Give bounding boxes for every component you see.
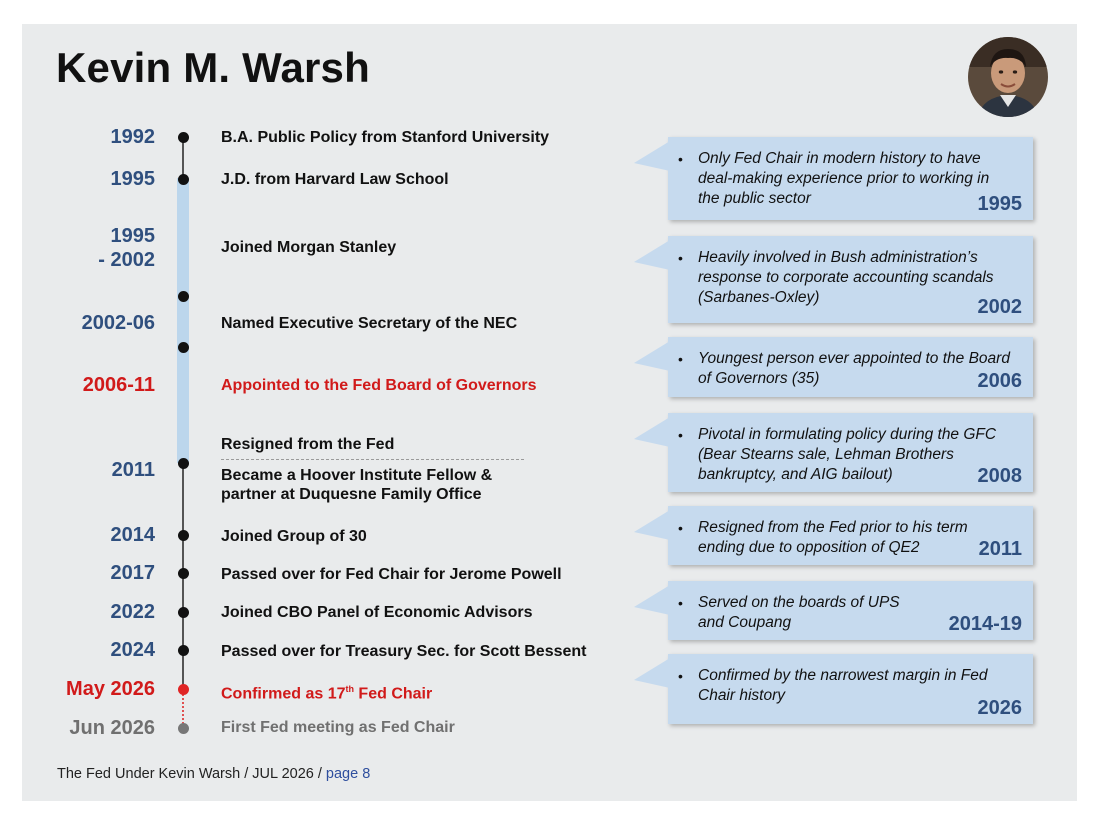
bullet-icon: • (678, 595, 683, 611)
timeline-dot (178, 342, 189, 353)
callout-year: 2014-19 (948, 613, 1022, 635)
callout-text: Youngest person ever appointed to the Board of Governors (35) (698, 350, 1010, 387)
fed-tenure-bar (177, 178, 189, 463)
timeline-year: 1992 (110, 126, 155, 148)
timeline-event: Passed over for Treasury Sec. for Scott Bessent (221, 643, 587, 660)
bullet-icon: • (678, 250, 683, 266)
timeline-dot (178, 607, 189, 618)
callout-box (668, 337, 1033, 397)
timeline-event: First Fed meeting as Fed Chair (221, 719, 455, 736)
timeline-year: May 2026 (66, 678, 155, 700)
timeline-event: Joined Morgan Stanley (221, 239, 397, 256)
callout-text: Resigned from the Fed prior to his term ending due to opposition of QE2 (698, 519, 968, 556)
timeline-dot (178, 174, 189, 185)
callout-box (668, 581, 1033, 640)
bullet-icon: • (678, 520, 683, 536)
timeline-event: J.D. from Harvard Law School (221, 171, 449, 188)
callout-box (668, 137, 1033, 220)
timeline-year: 2022 (110, 601, 155, 623)
timeline-dot (178, 530, 189, 541)
callout-pointer (634, 341, 670, 371)
callout-year: 2008 (977, 465, 1022, 487)
page-title: Kevin M. Warsh (56, 44, 370, 91)
timeline-year: 2024 (110, 639, 155, 661)
timeline-year: 2006-11 (82, 374, 155, 396)
callout-pointer (634, 510, 670, 540)
footer-text: The Fed Under Kevin Warsh / JUL 2026 / (57, 766, 326, 782)
timeline-event: Passed over for Fed Chair for Jerome Powell (221, 566, 562, 583)
callout-year: 2026 (977, 697, 1022, 719)
page-number: page 8 (325, 766, 371, 782)
timeline-dot (178, 684, 189, 695)
timeline-dot (178, 645, 189, 656)
timeline-dot (178, 291, 189, 302)
callout-box (668, 413, 1033, 492)
timeline-dot (178, 568, 189, 579)
callout-pointer (634, 658, 670, 688)
callout-box (668, 506, 1033, 565)
callout-pointer (634, 585, 670, 615)
callout-pointer (634, 417, 670, 447)
timeline-event: Named Executive Secretary of the NEC (221, 315, 518, 332)
callout-box (668, 654, 1033, 724)
callout-pointer (634, 240, 670, 270)
timeline-year: 2011 (111, 459, 155, 481)
event-divider (221, 459, 524, 460)
timeline-dot (178, 132, 189, 143)
timeline-event: Became a Hoover Institute Fellow & partner at Duquesne Family Office (221, 467, 493, 503)
timeline-event: Resigned from the Fed (221, 436, 395, 453)
ordinal-suffix: th (345, 684, 354, 694)
event-text: Fed Chair (353, 685, 433, 703)
timeline-year: 2014 (110, 524, 155, 546)
portrait-icon (968, 37, 1048, 117)
bullet-icon: • (678, 351, 683, 367)
event-text: Confirmed as 17 (221, 685, 346, 703)
timeline-event: Appointed to the Fed Board of Governors (221, 377, 537, 394)
timeline-dot (178, 723, 189, 734)
timeline-event (221, 680, 432, 703)
timeline-year: 2017 (110, 562, 155, 584)
callout-text: Only Fed Chair in modern history to have deal-making experience prior to working in the public sector (698, 150, 990, 207)
bullet-icon: • (678, 151, 683, 167)
timeline-year: 1995 - 2002 (98, 225, 155, 271)
footer (57, 766, 370, 782)
bullet-icon: • (678, 668, 683, 684)
callout-text: Pivotal in formulating policy during the GFC (Bear Stearns sale, Lehman Brothers bankruptcy, and AIG bailout) (698, 426, 997, 483)
callout-year: 2006 (977, 370, 1022, 392)
timeline-year: 1995 (110, 168, 155, 190)
timeline-dot (178, 458, 189, 469)
callout-text: Served on the boards of UPS and Coupang (698, 594, 900, 631)
timeline-event: B.A. Public Policy from Stanford University (221, 129, 550, 146)
timeline-event: Joined CBO Panel of Economic Advisors (221, 604, 533, 621)
callout-year: 2011 (978, 538, 1022, 560)
bullet-icon: • (678, 427, 683, 443)
callout-year: 1995 (977, 193, 1022, 215)
callout-box (668, 236, 1033, 323)
timeline-year: 2002-06 (81, 312, 155, 334)
callout-year: 2002 (977, 296, 1022, 318)
avatar (968, 37, 1048, 117)
callout-pointer (634, 141, 670, 171)
callout-text: Confirmed by the narrowest margin in Fed Chair history (698, 667, 988, 704)
callout-text: Heavily involved in Bush administration’s response to corporate accounting scandals (Sarbanes-Oxley) (698, 249, 994, 306)
timeline-event: Joined Group of 30 (221, 528, 367, 545)
timeline-year: Jun 2026 (69, 717, 155, 739)
